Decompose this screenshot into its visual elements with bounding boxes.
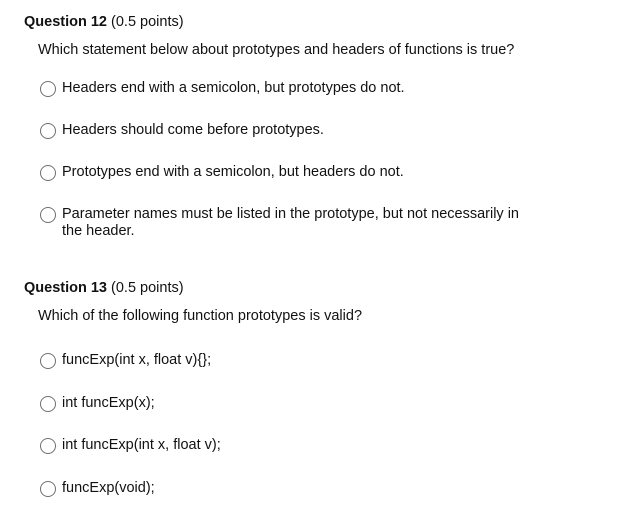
question-header <box>24 280 184 296</box>
answer-choice[interactable] <box>40 480 600 497</box>
choice-label[interactable]: Headers should come before prototypes. <box>62 122 324 138</box>
answer-choice[interactable] <box>40 206 540 240</box>
choice-label[interactable]: int funcExp(x); <box>62 395 155 411</box>
answer-choice[interactable] <box>40 352 600 369</box>
question-header <box>24 14 184 30</box>
question-number: Question 12 <box>24 14 107 30</box>
answer-choice[interactable] <box>40 437 600 454</box>
question-number: Question 13 <box>24 280 107 296</box>
radio-button[interactable] <box>40 123 56 139</box>
radio-button[interactable] <box>40 353 56 369</box>
answer-choice[interactable] <box>40 80 600 97</box>
radio-button[interactable] <box>40 481 56 497</box>
choice-label[interactable]: Prototypes end with a semicolon, but headers do not. <box>62 164 404 180</box>
question-points: (0.5 points) <box>111 280 184 296</box>
radio-button[interactable] <box>40 396 56 412</box>
choice-label[interactable]: Headers end with a semicolon, but prototypes do not. <box>62 80 405 96</box>
answer-choice[interactable] <box>40 122 600 139</box>
question-stem: Which statement below about prototypes and headers of functions is true? <box>38 42 515 58</box>
answer-choice[interactable] <box>40 395 600 412</box>
radio-button[interactable] <box>40 81 56 97</box>
choice-label[interactable]: int funcExp(int x, float v); <box>62 437 221 453</box>
radio-button[interactable] <box>40 207 56 223</box>
choice-label[interactable]: Parameter names must be listed in the prototype, but not necessarily in the header. <box>62 206 519 239</box>
question-points: (0.5 points) <box>111 14 184 30</box>
radio-button[interactable] <box>40 438 56 454</box>
radio-button[interactable] <box>40 165 56 181</box>
choice-label[interactable]: funcExp(int x, float v){}; <box>62 352 212 368</box>
question-stem: Which of the following function prototypes is valid? <box>38 308 363 324</box>
answer-choice[interactable] <box>40 164 600 181</box>
choice-label[interactable]: funcExp(void); <box>62 480 155 496</box>
